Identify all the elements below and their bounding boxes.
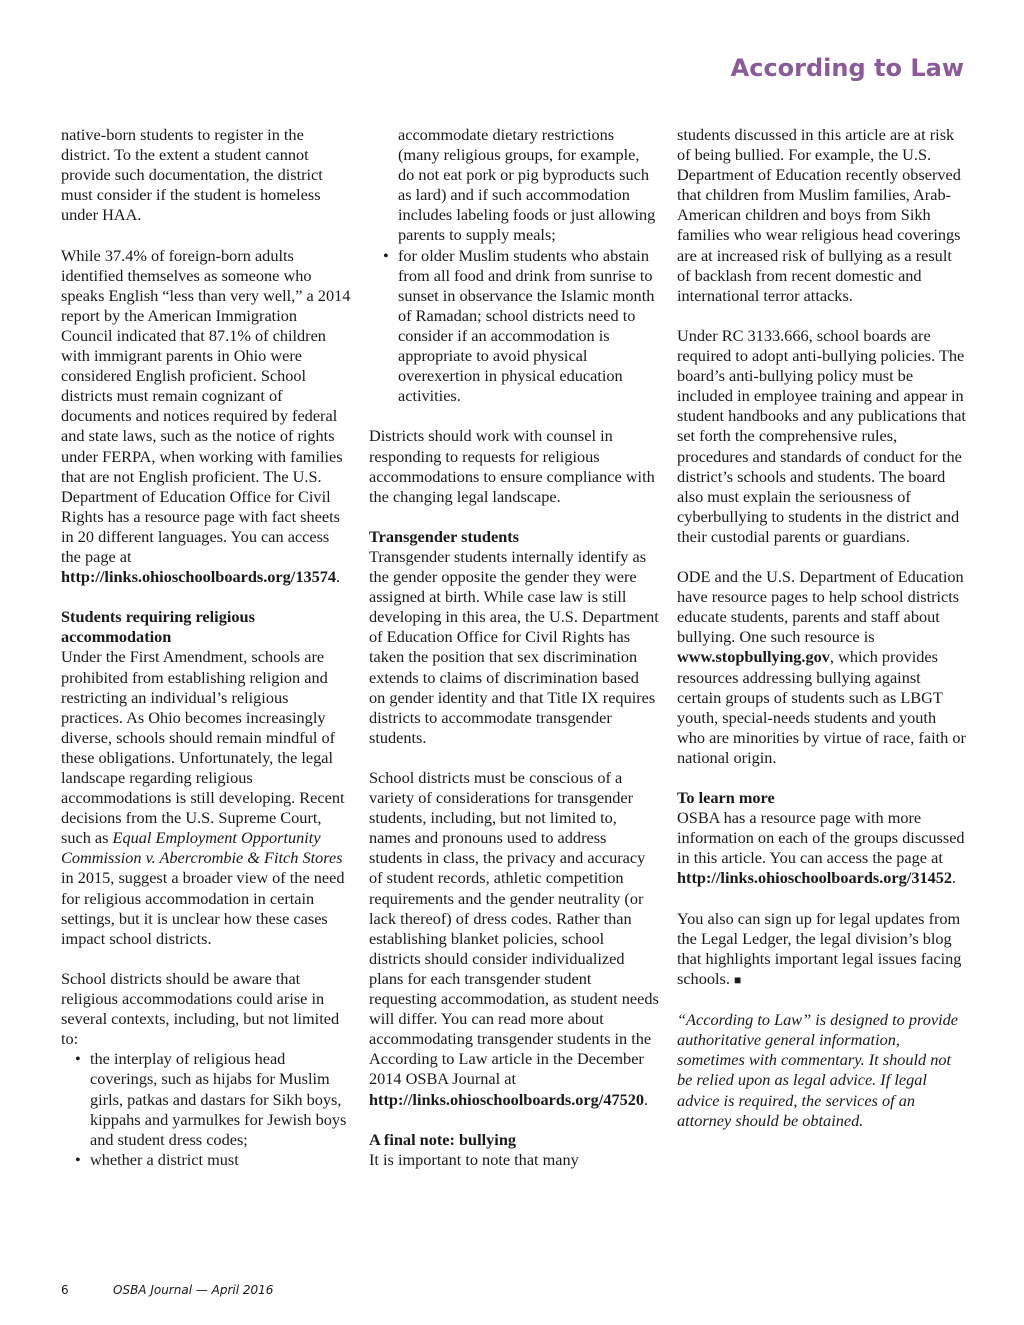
paragraph-end: . — [952, 868, 957, 888]
column-2 — [369, 125, 659, 1190]
section-heading: Transgender students — [369, 526, 520, 546]
page-footer — [61, 1283, 273, 1297]
paragraph-text: While 37.4% of foreign-born adults identified themselves as someone who speaks English “less than very well,” a 2014 report by the American Immigration Council indicated that 87.1% of children with immigrant parents in Ohio were considered English proficient. School districts must remain cognizant of documents and notices required by federal and state laws, such as the notice of rights under FERPA, when working with families that are not English proficient. The U.S. Department of Education Office for Civil Rights has a resource page with fact sheets in 20 different languages. You can access the page at — [61, 245, 351, 566]
column-3 — [677, 125, 967, 1151]
page-number: 6 — [61, 1283, 69, 1297]
section-heading: A final note: bullying — [369, 1129, 517, 1149]
paragraph: Under RC 3133.666, school boards are required to adopt anti-bullying policies. The board’s anti-bullying policy must be included in employee training and appear in student handbooks and any publications that set forth the comprehensive rules, procedures and standards of conduct for the district’s schools and students. The board also must explain the seriousness of cyberbullying to students in the district and their custodial parents or guardians. — [677, 325, 966, 546]
paragraph-end: . — [644, 1089, 649, 1109]
paragraph-text: in 2015, suggest a broader view of the need for religious accommodation in certain settings, but it is unclear how these cases impact school districts. — [61, 868, 345, 948]
disclaimer: “According to Law” is designed to provide authoritative general information, sometimes with commentary. It should not be relied upon as legal advice. If legal advice is required, the services of an attorney should be obtained. — [677, 1010, 958, 1130]
resource-link[interactable]: www.stopbullying.gov — [677, 647, 830, 667]
column-1 — [61, 125, 351, 1190]
paragraph — [61, 246, 351, 588]
bullet-list — [61, 1049, 351, 1170]
resource-link[interactable]: http://links.ohioschoolboards.org/13574 — [61, 567, 337, 587]
paragraph-text: , which provides resources addressing bullying against certain groups of students such as LBGT youth, special-needs students and youth who are minorities by virtue of race, faith or national origin. — [677, 647, 966, 767]
paragraph: Districts should work with counsel in responding to requests for religious accommodations to ensure compliance with the changing legal landscape. — [369, 426, 655, 506]
paragraph: students discussed in this article are at risk of being bullied. For example, the U.S. Department of Education recently observed that children from Muslim families, Arab-American children and boys from Sikh families who wear religious head coverings are at increased risk of bullying as a result of backlash from recent domestic and international terror attacks. — [677, 125, 961, 305]
paragraph — [677, 808, 967, 888]
section-heading: To learn more — [677, 788, 775, 808]
paragraph-text: Under the First Amendment, schools are prohibited from establishing religion and restricting an individual’s religious practices. As Ohio becomes increasingly diverse, schools should remain mindful of these obligations. Unfortunately, the legal landscape regarding religious accommodations is still developing. Recent decisions from the U.S. Supreme Court, such as — [61, 647, 345, 848]
list-item-continued: accommodate dietary restrictions (many religious groups, for example, do not eat pork or pig byproducts such as lard) and if such accommodation includes labeling foods or just allowing parents to supply meals; — [398, 125, 656, 245]
paragraph-text: You also can sign up for legal updates from the Legal Ledger, the legal division’s blog that highlights important legal issues facing schools. — [677, 908, 962, 988]
paragraph-end: . — [336, 567, 341, 587]
paragraph-text: School districts must be conscious of a variety of considerations for transgender students, including, but not limited to, names and pronouns used to address students in class, the privacy and accuracy of student records, athletic competition requirements and the gender neutrality (or lack thereof) of dress codes. Rather than establishing blanket policies, school districts should consider individualized plans for each transgender student requesting accommodation, as student needs will differ. You can read more about accommodating transgender students in the According to Law article in the December 2014 OSBA Journal at — [369, 768, 659, 1089]
bullet-list — [369, 246, 659, 407]
paragraph: It is important to note that many — [369, 1149, 579, 1169]
paragraph: School districts should be aware that religious accommodations could arise in several contexts, including, but not limited to: — [61, 968, 340, 1049]
resource-link[interactable]: http://links.ohioschoolboards.org/31452 — [677, 868, 953, 888]
list-item: • whether a district must — [61, 1150, 351, 1170]
paragraph: Transgender students internally identify as the gender opposite the gender they were assigned at birth. While case law is still developing in this area, the U.S. Department of Education Office for Civil Rights has taken the position that sex discrimination extends to claims of discrimination based on gender identity and that Title IX requires districts to accommodate transgender students. — [369, 546, 659, 747]
publication-name: OSBA Journal — April 2016 — [113, 1283, 274, 1297]
paragraph-text: OSBA has a resource page with more information on each of the groups discussed in this article. You can access the page at — [677, 808, 965, 868]
paragraph: native-born students to register in the district. To the extent a student cannot provide such documentation, the district must consider if the student is homeless under HAA. — [61, 125, 323, 225]
section-heading: Students requiring religious accommodation — [61, 607, 255, 647]
paragraph — [369, 768, 659, 1110]
paragraph-text: ODE and the U.S. Department of Education have resource pages to help school districts educate students, parents and staff about bullying. One such resource is — [677, 567, 964, 647]
end-mark-icon: ■ — [734, 972, 742, 987]
list-item: • the interplay of religious head coverings, such as hijabs for Muslim girls, patkas and dastars for Sikh boys, kippahs and yarmulkes for Jewish boys and student dress codes; — [61, 1049, 351, 1149]
section-title: According to Law — [730, 54, 964, 82]
resource-link[interactable]: http://links.ohioschoolboards.org/47520 — [369, 1089, 645, 1109]
paragraph — [677, 909, 967, 990]
paragraph — [61, 647, 351, 948]
list-item: • for older Muslim students who abstain from all food and drink from sunrise to sunset in observance the Islamic month of Ramadan; school districts need to consider if an accommodation is appropriate to avoid physical overexertion in physical education activities. — [369, 246, 659, 407]
paragraph — [677, 567, 967, 768]
case-citation: Equal Employment Opportunity Commission v. Abercrombie & Fitch Stores — [61, 828, 343, 868]
